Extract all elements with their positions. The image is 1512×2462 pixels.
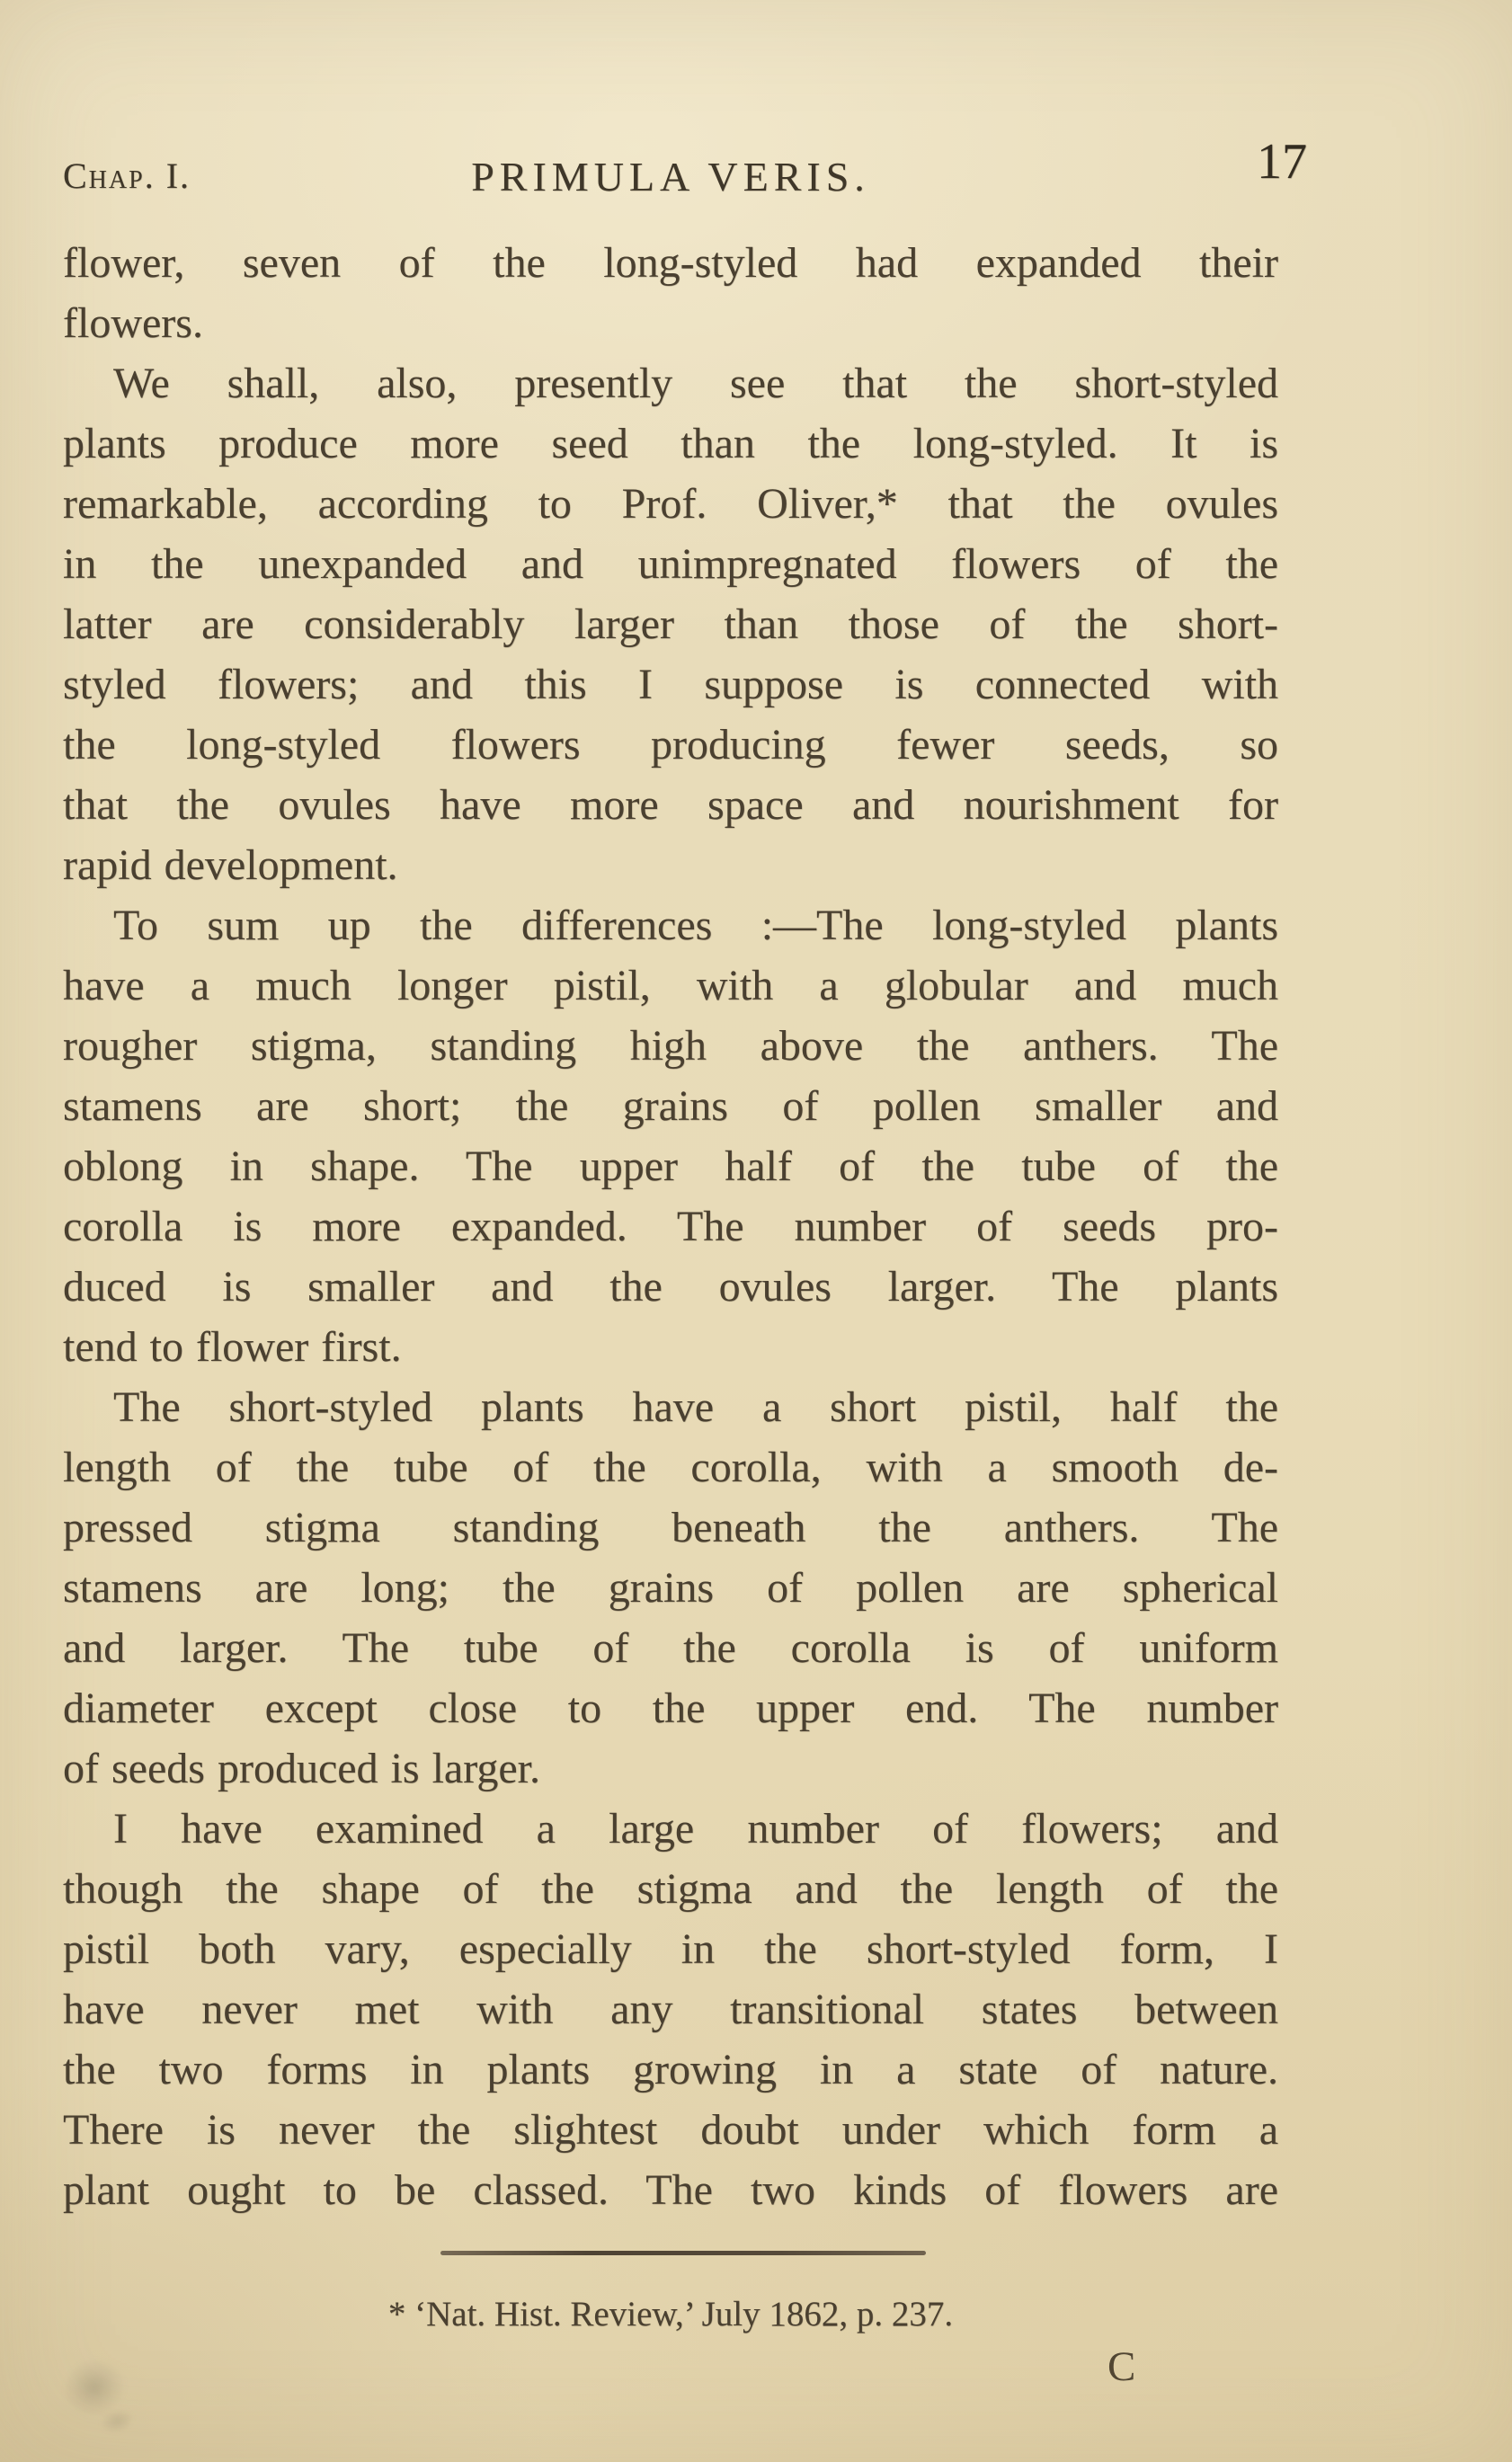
body-text-line: diameter except close to the upper end. The number — [63, 1684, 1278, 1732]
body-text-line: rapid development. — [63, 841, 398, 889]
body-text-line: tend to flower first. — [63, 1323, 402, 1371]
body-text-line: latter are considerably larger than those of the short- — [63, 600, 1278, 648]
running-header-chapter: Chap. I. — [63, 156, 191, 196]
body-text-line: To sum up the differences :—The long-styled plants — [113, 902, 1278, 949]
body-text-line: corolla is more expanded. The number of seeds pro- — [63, 1203, 1278, 1250]
body-text-line: have a much longer pistil, with a globular and much — [63, 962, 1278, 1009]
body-text-line: rougher stigma, standing high above the anthers. The — [63, 1022, 1278, 1070]
body-text-line: We shall, also, presently see that the short-styled — [113, 360, 1278, 407]
body-text-line: the two forms in plants growing in a state of nature. — [63, 2046, 1278, 2093]
footnote: * ‘Nat. Hist. Review,’ July 1862, p. 237. — [387, 2295, 954, 2333]
body-text-line: stamens are long; the grains of pollen are spherical — [63, 1564, 1278, 1612]
body-text-line: the long-styled flowers producing fewer seeds, so — [63, 721, 1278, 769]
footnote-separator-rule — [440, 2251, 926, 2255]
body-text-line: and larger. The tube of the corolla is of uniform — [63, 1624, 1278, 1672]
body-text-line: have never met with any transitional states between — [63, 1986, 1278, 2033]
paper-smudge-mark — [56, 2350, 146, 2449]
body-text-line: plants produce more seed than the long-styled. It is — [63, 420, 1278, 467]
body-text-line: oblong in shape. The upper half of the tube of the — [63, 1142, 1278, 1190]
page-number: 17 — [1257, 134, 1307, 190]
running-header-title: PRIMULA VERIS. — [471, 154, 870, 200]
body-text — [63, 233, 1278, 2220]
body-text-line: of seeds produced is larger. — [63, 1745, 540, 1792]
body-text-line: plant ought to be classed. The two kinds of flowers are — [63, 2166, 1278, 2214]
printer-signature-mark: C — [1107, 2343, 1136, 2390]
body-text-line: I have examined a large number of flowers; and — [113, 1805, 1278, 1853]
body-text-line: pressed stigma standing beneath the anthers. The — [63, 1504, 1278, 1551]
body-text-line: The short-styled plants have a short pistil, half the — [113, 1383, 1278, 1431]
body-text-line: duced is smaller and the ovules larger. The plants — [63, 1263, 1278, 1311]
body-text-line: that the ovules have more space and nourishment for — [63, 781, 1278, 829]
body-text-line: styled flowers; and this I suppose is connected with — [63, 661, 1278, 708]
body-text-line: flower, seven of the long-styled had expanded their — [63, 239, 1278, 287]
body-text-line: remarkable, according to Prof. Oliver,* that the ovules — [63, 480, 1278, 528]
body-text-line: though the shape of the stigma and the length of the — [63, 1865, 1278, 1913]
body-text-line: stamens are short; the grains of pollen smaller and — [63, 1082, 1278, 1130]
body-text-line: in the unexpanded and unimpregnated flowers of the — [63, 540, 1278, 588]
body-text-line: There is never the slightest doubt under which form a — [63, 2106, 1278, 2154]
body-text-line: pistil both vary, especially in the short-styled form, I — [63, 1925, 1278, 1973]
body-text-line: flowers. — [63, 299, 203, 347]
body-text-line: length of the tube of the corolla, with a smooth de- — [63, 1444, 1278, 1491]
